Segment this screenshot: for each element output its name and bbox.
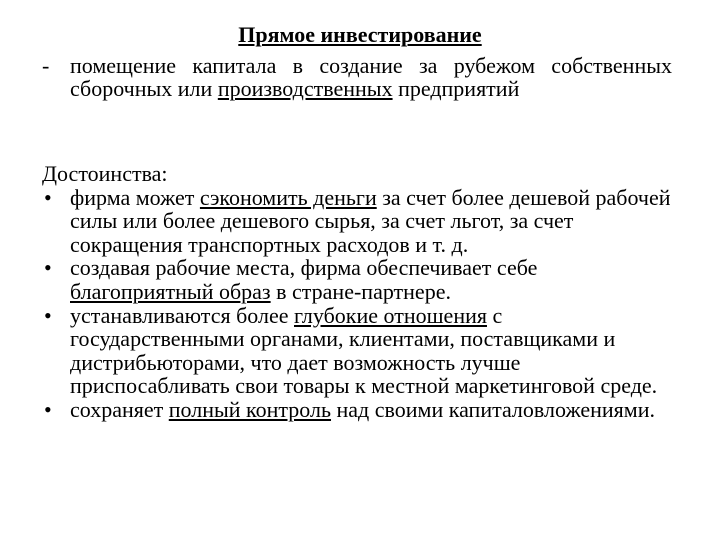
list-item — [42, 186, 672, 257]
advantages-list — [42, 186, 672, 422]
advantages-heading: Достоинства: — [42, 161, 168, 186]
list-item — [42, 398, 672, 422]
list-item — [42, 304, 672, 398]
item-underlined: сэкономить деньги — [199, 184, 377, 210]
item-underlined: благоприятный образ — [70, 278, 271, 304]
item-text: с государственными органами, клиентами, поставщиками и дистрибьюторами, что дает возможность лучше приспосабливать свои товары к местной маркетинговой среде. — [70, 302, 658, 399]
list-item — [42, 256, 672, 303]
item-underlined: полный контроль — [168, 396, 332, 422]
bullet-icon: • — [44, 396, 52, 422]
item-text: создавая рабочие места, фирма обеспечивает себе — [70, 255, 538, 281]
item-underlined: глубокие отношения — [294, 302, 487, 328]
bullet-icon: • — [44, 184, 52, 210]
definition-tail: предприятий — [392, 76, 520, 101]
definition-dash: - — [42, 53, 50, 78]
slide-title: Прямое инвестирование — [238, 22, 482, 47]
item-text: за счет более дешевой рабочей силы или более дешевого сырья, за счет льгот, за счет сокращения транспортных расходов и т. д. — [70, 184, 671, 257]
item-text: сохраняет — [70, 396, 169, 422]
item-text: фирма может — [70, 184, 200, 210]
bullet-icon: • — [44, 302, 52, 328]
definition-text — [70, 54, 672, 100]
item-text: устанавливаются более — [70, 302, 294, 328]
item-text: над своими капиталовложениями. — [331, 396, 655, 422]
item-text: в стране-партнере. — [270, 278, 451, 304]
definition-underlined: производственных — [217, 76, 393, 101]
advantages-section — [42, 162, 672, 422]
definition — [42, 54, 672, 100]
definition-main: помещение капитала в создание за рубежом собственных сборочных или — [70, 53, 672, 101]
bullet-icon: • — [44, 255, 52, 281]
